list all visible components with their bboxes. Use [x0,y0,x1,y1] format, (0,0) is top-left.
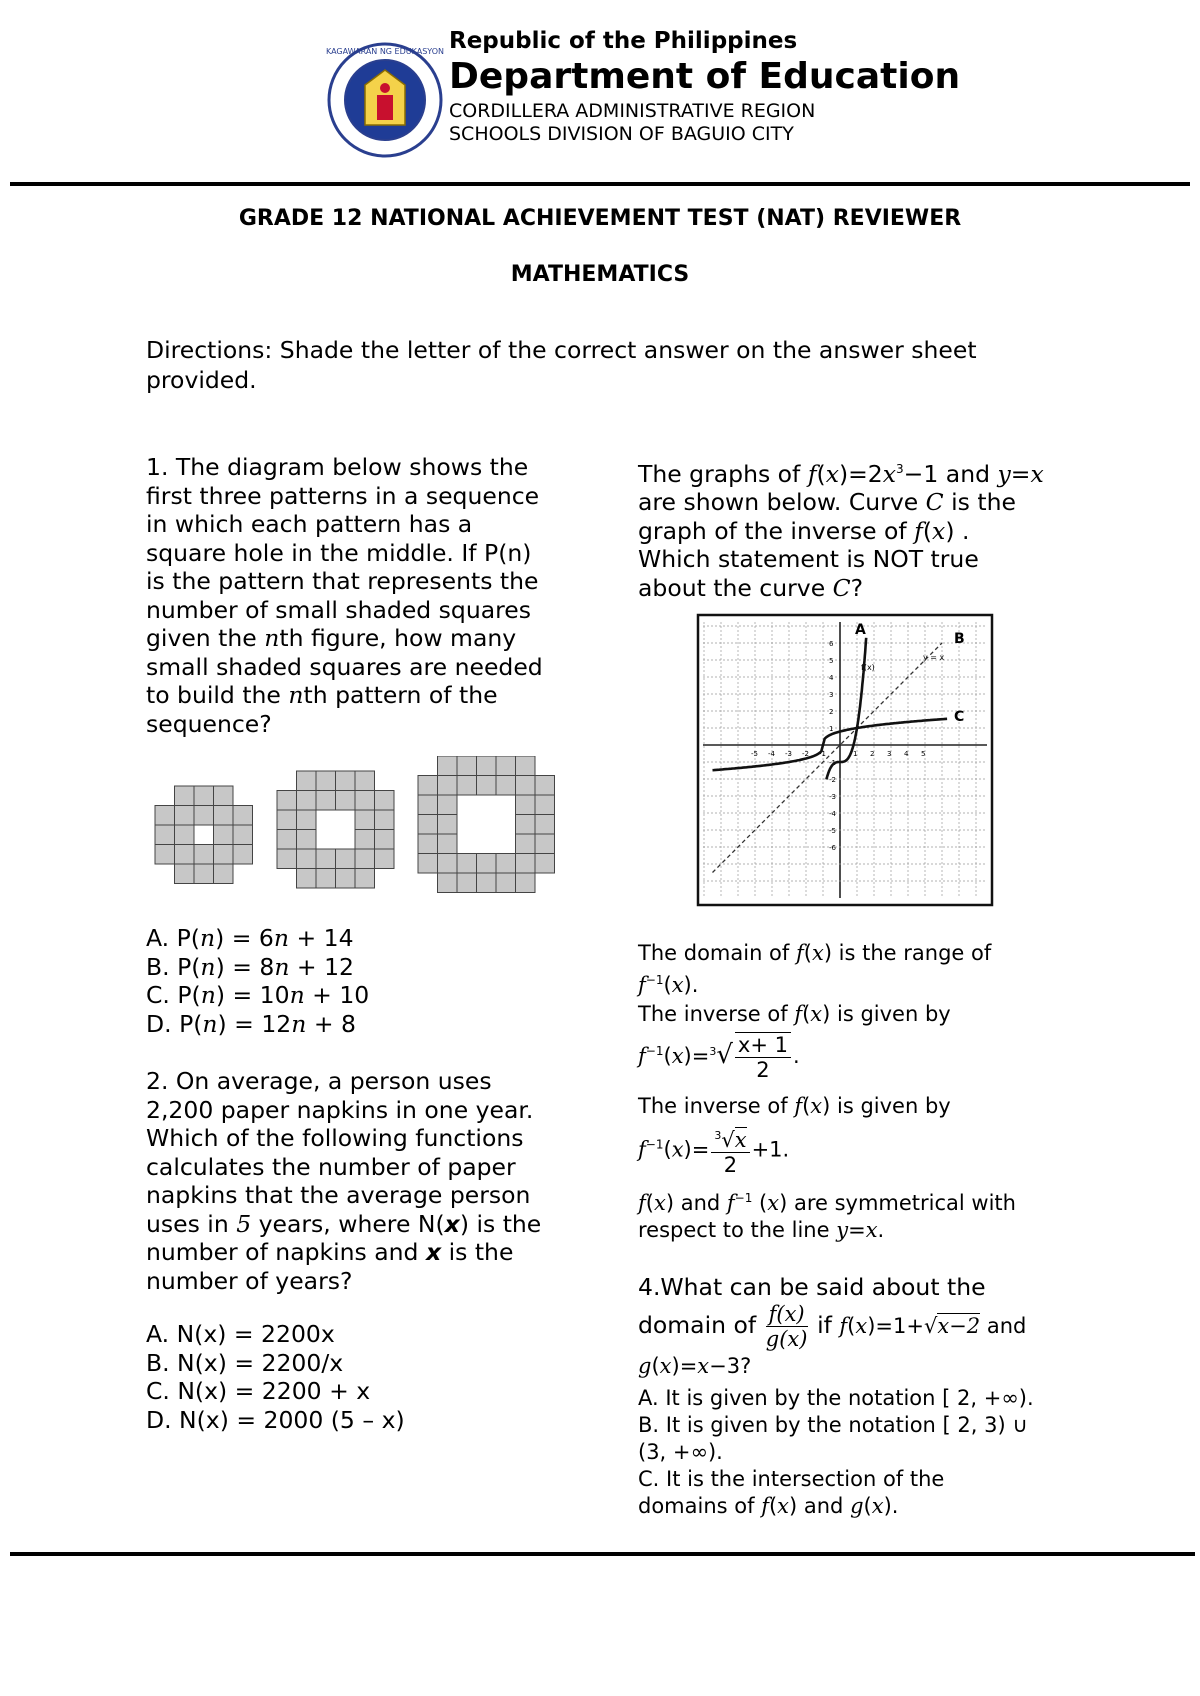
shaded-square [233,845,253,865]
x-tick-label: 4 [904,750,909,758]
shaded-square [477,756,497,776]
inverse-function-graph [695,612,995,908]
shaded-square [477,873,497,893]
shaded-square [457,756,477,776]
deped-seal-logo [325,40,445,160]
shaded-square [355,869,375,889]
q2-option-b[interactable]: B. N(x) = 2200/x [146,1348,344,1377]
shaded-square [457,776,477,796]
shaded-square [277,849,297,869]
shaded-square [155,845,175,865]
x-tick-label: 3 [887,750,892,758]
q2-line: Which of the following functions [146,1124,524,1152]
shaded-square [194,786,214,806]
q1-line: square hole in the middle. If P(n) [146,538,532,567]
shaded-square [418,776,438,796]
q4-option-a[interactable]: A. It is given by the notation [ 2, +∞). [638,1386,1034,1410]
shaded-square [516,834,536,854]
y-tick-label: -2 [829,776,836,784]
shaded-square [477,854,497,874]
shaded-square [516,815,536,835]
shaded-square [277,830,297,850]
shaded-square [297,810,317,830]
q1-line: is the pattern that represents the [146,567,539,595]
shaded-square [175,845,195,865]
shaded-square [316,791,336,811]
shaded-square [496,776,516,796]
shaded-square [438,873,458,893]
graph-label-yx: y = x [923,653,945,662]
shaded-square [355,849,375,869]
x-tick-label: -4 [768,750,775,758]
q2-option-a[interactable]: A. N(x) = 2200x [146,1320,335,1348]
x-tick-label: 5 [921,750,926,758]
q1-option-a[interactable]: A. P(n) = 6n + 14 [146,924,354,952]
shaded-square [516,854,536,874]
shaded-square [438,834,458,854]
shaded-square [355,830,375,850]
seal-text: KAGAWARAN NG EDUKASYON [325,47,445,56]
header-rule [10,182,1190,186]
y-tick-label: 5 [829,657,834,665]
shaded-square [516,776,536,796]
q2-line: calculates the number of paper [146,1152,516,1181]
department-name: Department of Education [449,56,961,97]
q4-options [638,1385,1068,1520]
shaded-square [233,806,253,826]
x-tick-label: 1 [853,750,858,758]
division-name: SCHOOLS DIVISION OF BAGUIO CITY [449,123,794,145]
shaded-square [233,825,253,845]
q1-options [146,924,566,1038]
shaded-square [418,815,438,835]
shaded-square [355,791,375,811]
square-pattern-diagram [153,756,568,896]
q1-option-d[interactable]: D. P(n) = 12n + 8 [146,1009,356,1038]
statement-symmetry[interactable]: f(x) and $f^{-1}$ (x) are symmetrical with respect to the line y=x. [638,1191,1016,1242]
footer-rule [10,1552,1195,1556]
q2-line: uses in 5 years, where N(x) is the [146,1209,542,1238]
shaded-square [535,776,555,796]
x-tick-label: -5 [751,750,758,758]
shaded-square [297,791,317,811]
shaded-square [457,854,477,874]
q3-line: graph of the inverse of f(x) . [638,516,970,545]
shaded-square [438,854,458,874]
shaded-square [316,869,336,889]
q2-option-c[interactable]: C. N(x) = 2200 + x [146,1377,371,1405]
q1-line: number of small shaded squares [146,595,531,624]
shaded-square [336,791,356,811]
shaded-square [155,825,175,845]
q4-line: 4.What can be said about the [638,1273,986,1301]
shaded-square [418,834,438,854]
shaded-square [355,810,375,830]
shaded-square [214,806,234,826]
q1-line: small shaded squares are needed [146,652,543,681]
q1-line: to build the nth pattern of the [146,681,498,709]
q4-line: g(x)=x−3? [638,1354,752,1378]
shaded-square [375,791,395,811]
q4-option-b[interactable]: B. It is given by the notation [ 2, 3) ∪ [638,1413,1028,1437]
q4-option-c-cont[interactable]: domains of f(x) and g(x). [638,1494,899,1518]
shaded-square [438,795,458,815]
y-tick-label: 2 [829,708,834,716]
question-3 [638,455,1058,602]
y-tick-label: 1 [829,725,834,733]
shaded-square [496,873,516,893]
shaded-square [214,864,234,884]
y-tick-label: 6 [829,640,834,648]
statement-domain-range[interactable]: The domain of f(x) is the range of $f^{-1}(x)$. [638,941,992,997]
q1-line: given the nth figure, how many [146,624,517,652]
shaded-square [496,854,516,874]
q2-option-d[interactable]: D. N(x) = 2000 (5 – x) [146,1405,405,1434]
shaded-square [297,849,317,869]
graph-label-fx: f(x) [861,663,875,672]
x-tick-label: -3 [785,750,792,758]
x-tick-label: -2 [802,750,809,758]
q1-option-c[interactable]: C. P(n) = 10n + 10 [146,981,370,1009]
shaded-square [535,795,555,815]
shaded-square [418,854,438,874]
document-title: GRADE 12 NATIONAL ACHIEVEMENT TEST (NAT) REVIEWER [238,206,962,231]
shaded-square [277,791,297,811]
y-tick-label: 3 [829,691,834,699]
shaded-square [535,815,555,835]
shaded-square [477,776,497,796]
shaded-square [214,786,234,806]
y-tick-label: -3 [829,793,836,801]
shaded-square [277,810,297,830]
shaded-square [297,771,317,791]
shaded-square [438,815,458,835]
q4-line: domain of $\frac{f(x)}{g(x)}$ if f(x)=1+√x−2 and [638,1302,1027,1351]
question-4 [638,1272,1068,1381]
q1-option-b[interactable]: B. P(n) = 8n + 12 [146,952,354,981]
directions: Directions: Shade the letter of the correct answer on the answer sheet provided. [146,336,977,394]
shaded-square [375,849,395,869]
shaded-square [516,795,536,815]
shaded-square [418,795,438,815]
statement-inverse-formula-1[interactable]: The inverse of f(x) is given by $f^{-1}(x)=^3√$ $\frac{x+ 1}{2}$ . [638,1002,951,1082]
statement-inverse-formula-2[interactable]: The inverse of f(x) is given by $f^{-1}(x)=$ $\frac{^3√x}{2}$ +1. [638,1094,951,1177]
shaded-square [194,806,214,826]
graph-label-c: C [954,709,965,725]
y-tick-label: -6 [829,844,836,852]
q2-line: number of years? [146,1266,353,1295]
q3-line: about the curve C? [638,573,864,602]
shaded-square [438,776,458,796]
q1-line: first three patterns in a sequence [146,481,540,510]
question-1 [146,453,571,738]
shaded-square [375,810,395,830]
shaded-square [155,806,175,826]
shaded-square [496,756,516,776]
shaded-square [438,756,458,776]
q1-line: sequence? [146,709,272,738]
shaded-square [516,873,536,893]
x-tick-label: -1 [819,750,826,758]
subject-title: MATHEMATICS [510,262,690,287]
shaded-square [457,873,477,893]
q2-line: napkins that the average person [146,1181,531,1209]
shaded-square [535,834,555,854]
y-tick-label: -5 [829,827,836,835]
shaded-square [194,864,214,884]
shaded-square [175,864,195,884]
shaded-square [194,845,214,865]
y-tick-label: 4 [829,674,834,682]
x-tick-label: 2 [870,750,875,758]
shaded-square [297,869,317,889]
graph-label-a: A [855,622,866,638]
q4-option-c[interactable]: C. It is the intersection of the [638,1467,945,1491]
q3-line: The graphs of $f(x)=2x^3-1$ and y=x [638,459,1044,488]
shaded-square [175,806,195,826]
q2-line: number of napkins and x is the [146,1238,514,1266]
region-name: CORDILLERA ADMINISTRATIVE REGION [449,100,816,122]
shaded-square [336,869,356,889]
q2-line: 2. On average, a person uses [146,1067,492,1095]
shaded-square [316,771,336,791]
q4-option-b-cont[interactable]: (3, +∞). [638,1440,723,1464]
shaded-square [214,845,234,865]
shaded-square [175,786,195,806]
q1-line: in which each pattern has a [146,510,473,538]
q3-line: Which statement is NOT true [638,545,979,574]
q2-line: 2,200 paper napkins in one year. [146,1095,534,1124]
shaded-square [175,825,195,845]
shaded-square [516,756,536,776]
shaded-square [535,854,555,874]
shaded-square [375,830,395,850]
shaded-square [336,771,356,791]
y-tick-label: -4 [829,810,836,818]
q2-options [146,1320,566,1434]
shaded-square [336,849,356,869]
question-2 [146,1067,576,1295]
q3-line: are shown below. Curve C is the [638,488,1016,517]
shaded-square [297,830,317,850]
shaded-square [316,849,336,869]
shaded-square [355,771,375,791]
graph-label-b: B [954,631,965,647]
country-name: Republic of the Philippines [449,28,798,54]
y-tick-label: -1 [829,759,836,767]
shaded-square [214,825,234,845]
q1-line: 1. The diagram below shows the [146,453,529,481]
